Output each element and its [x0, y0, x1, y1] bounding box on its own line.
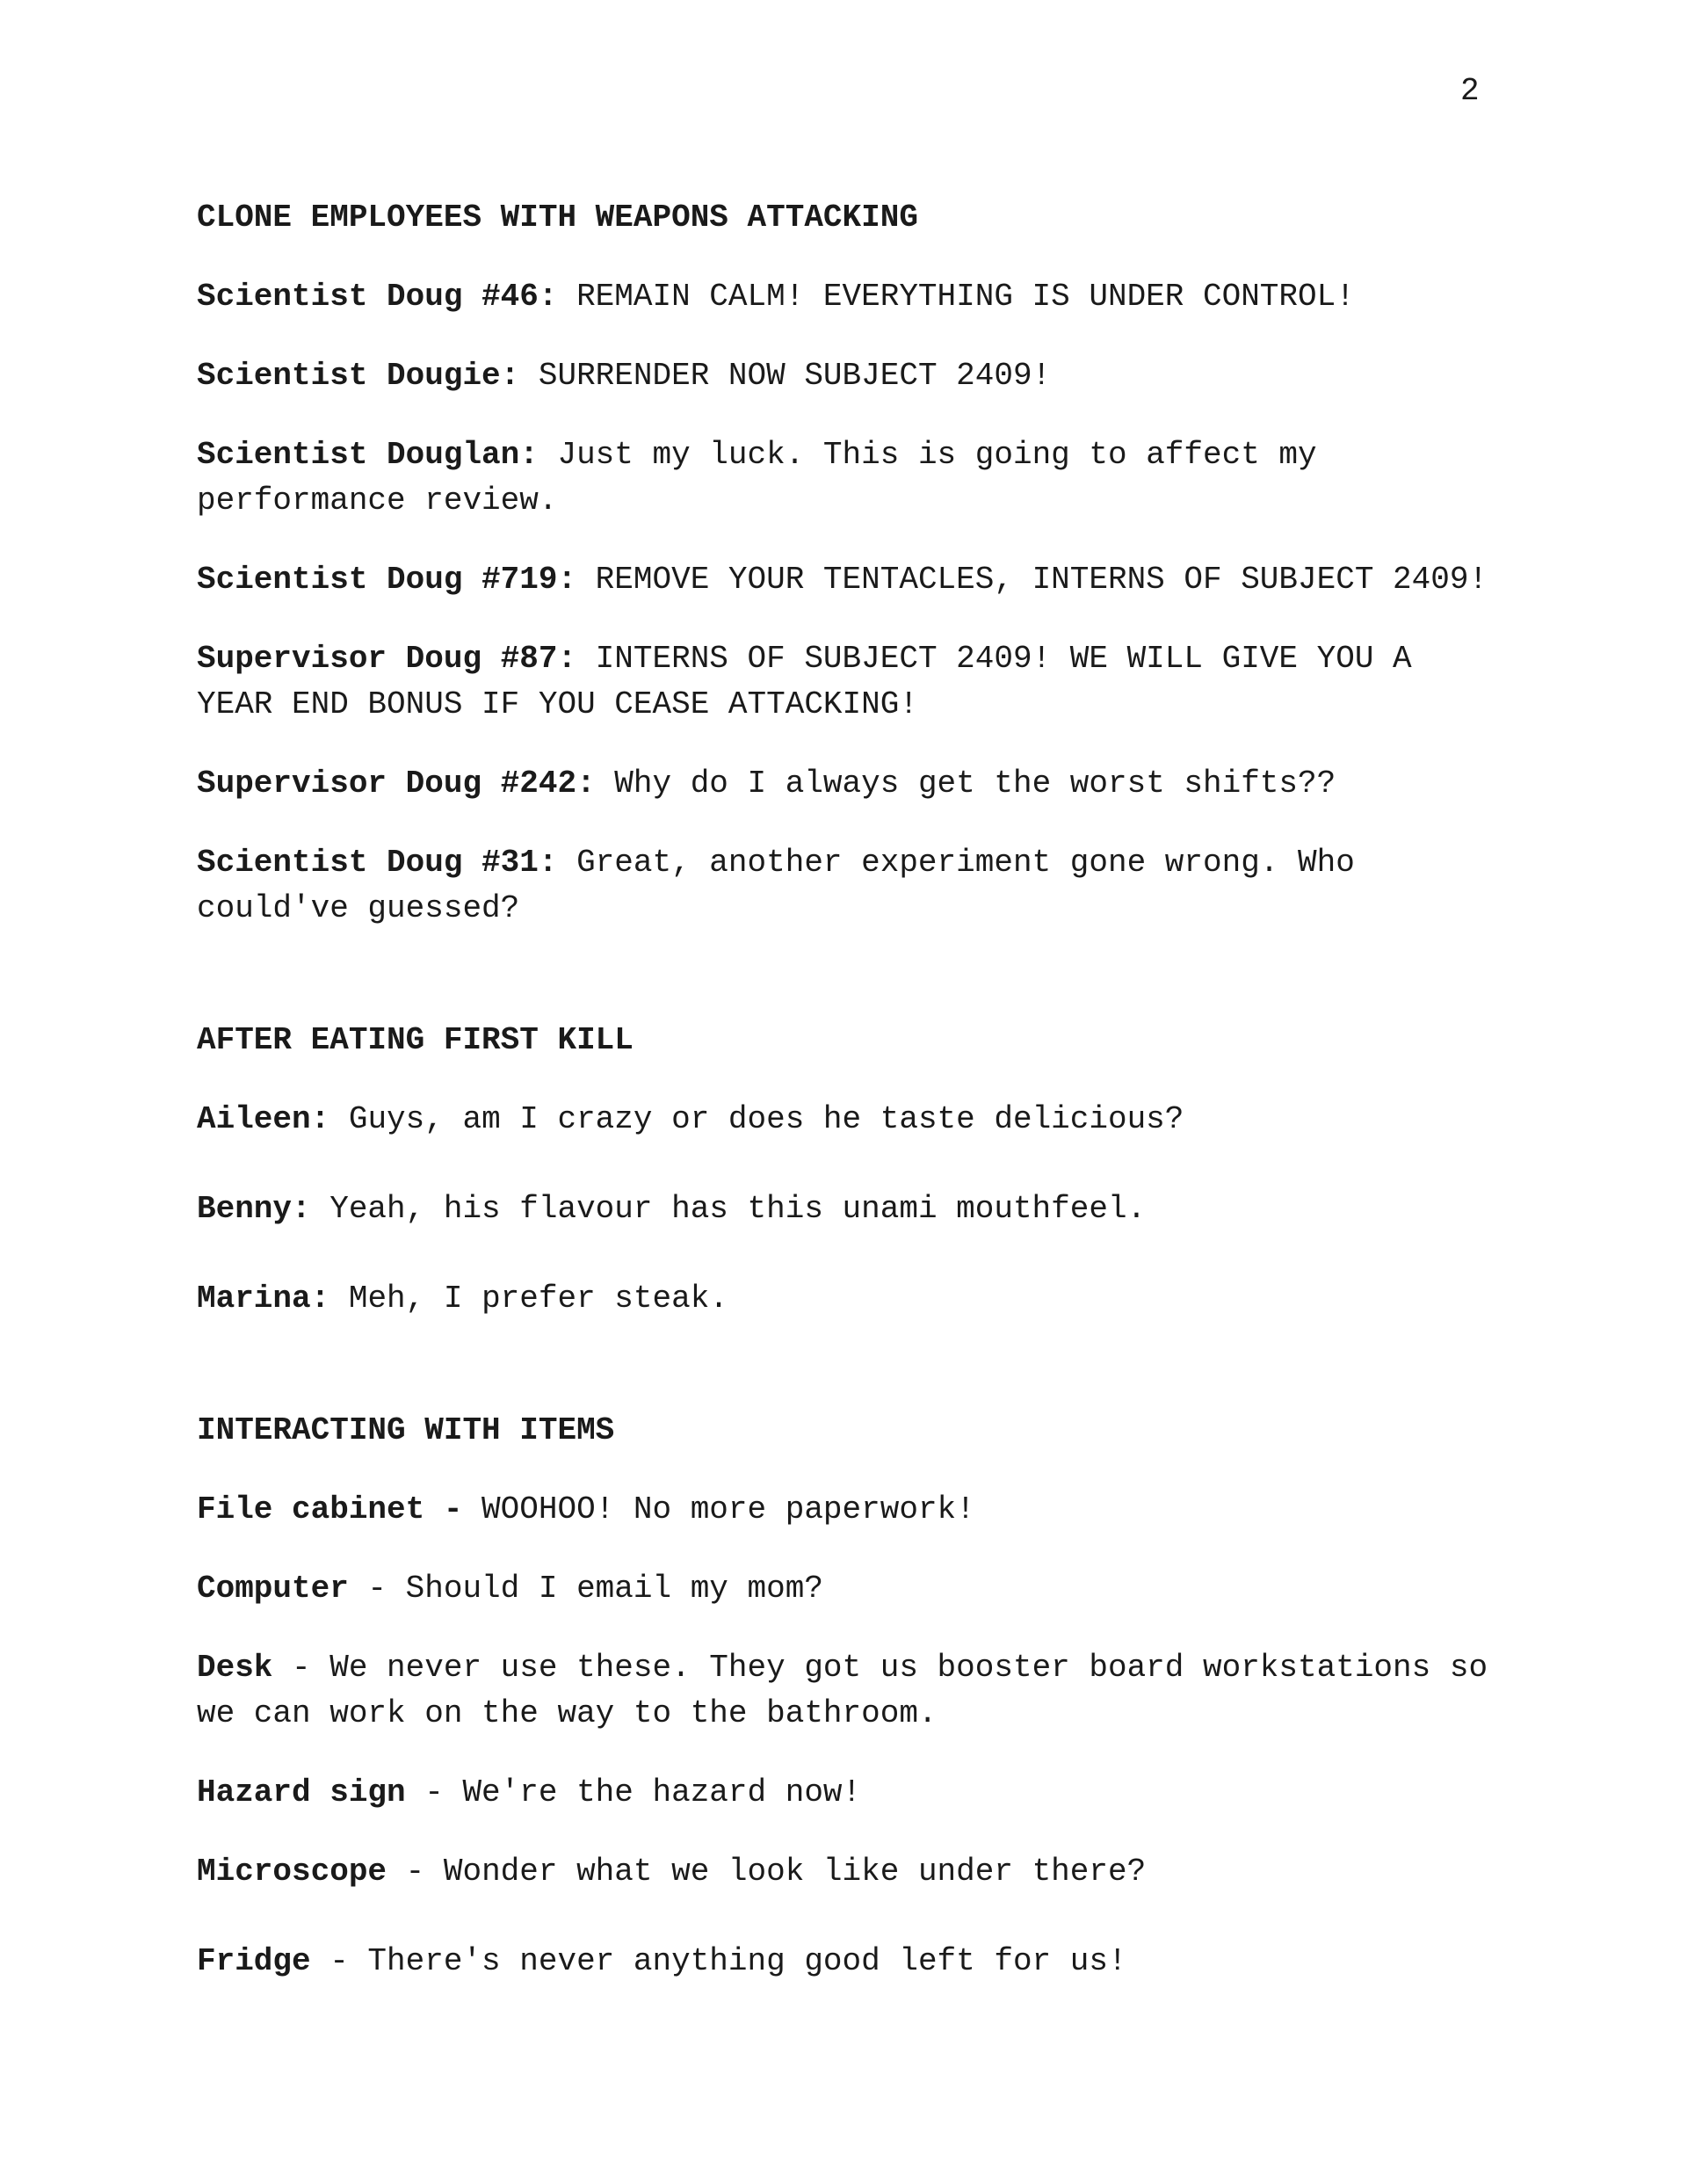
speaker-label: Scientist Doug #31: [197, 845, 558, 881]
item-label: Fridge [197, 1943, 311, 1979]
dialogue-text: REMAIN CALM! EVERYTHING IS UNDER CONTROL! [557, 279, 1355, 315]
item-line [197, 1770, 1506, 1816]
script-body [197, 195, 1506, 1984]
dialogue-text: Yeah, his flavour has this unami mouthfeel. [310, 1191, 1147, 1227]
item-label: Hazard sign [197, 1774, 406, 1810]
speaker-label: Scientist Doug #719: [197, 562, 577, 598]
item-text: - We never use these. They got us booster board workstations so we can work on the way to the bathroom. [197, 1650, 1488, 1731]
speaker-label: Supervisor Doug #242: [197, 765, 596, 802]
item-line [197, 1645, 1506, 1737]
item-line [197, 1487, 1506, 1533]
dialogue-line [197, 557, 1506, 603]
speaker-label: Benny: [197, 1191, 311, 1227]
speaker-label: Scientist Dougie: [197, 358, 520, 394]
speaker-label: Aileen: [197, 1101, 330, 1137]
item-label: Desk [197, 1650, 273, 1686]
section-heading-interacting-items: INTERACTING WITH ITEMS [197, 1412, 615, 1448]
item-text: - We're the hazard now! [405, 1774, 862, 1810]
dialogue-text: Why do I always get the worst shifts?? [595, 765, 1336, 802]
item-label: File cabinet - [197, 1491, 463, 1527]
dialogue-text: Meh, I prefer steak. [329, 1281, 728, 1317]
dialogue-text: Guys, am I crazy or does he taste delicious? [329, 1101, 1184, 1137]
dialogue-text: Great, another experiment gone wrong. Who could've guessed? [197, 845, 1355, 926]
speaker-label: Scientist Doug #46: [197, 279, 558, 315]
dialogue-text: Just my luck. This is going to affect my performance review. [197, 437, 1317, 519]
speaker-label: Scientist Douglan: [197, 437, 539, 473]
item-text: WOOHOO! No more paperwork! [462, 1491, 975, 1527]
dialogue-line [197, 840, 1506, 932]
dialogue-text: REMOVE YOUR TENTACLES, INTERNS OF SUBJECT 2409! [576, 562, 1488, 598]
speaker-label: Marina: [197, 1281, 330, 1317]
item-line [197, 1849, 1506, 1895]
item-line [197, 1566, 1506, 1612]
item-text: - There's never anything good left for us! [310, 1943, 1127, 1979]
dialogue-line [197, 761, 1506, 807]
item-label: Computer [197, 1571, 349, 1607]
item-text: - Should I email my mom? [348, 1571, 823, 1607]
dialogue-text: INTERNS OF SUBJECT 2409! WE WILL GIVE YOU A YEAR END BONUS IF YOU CEASE ATTACKING! [197, 641, 1412, 722]
dialogue-line [197, 636, 1506, 728]
dialogue-line [197, 1276, 1506, 1322]
dialogue-line [197, 432, 1506, 524]
dialogue-text: SURRENDER NOW SUBJECT 2409! [519, 358, 1052, 394]
dialogue-line [197, 1186, 1506, 1232]
speaker-label: Supervisor Doug #87: [197, 641, 577, 677]
dialogue-line [197, 274, 1506, 320]
item-text: - Wonder what we look like under there? [387, 1854, 1147, 1890]
section-heading-after-eating: AFTER EATING FIRST KILL [197, 1022, 634, 1058]
dialogue-line [197, 1097, 1506, 1143]
item-label: Microscope [197, 1854, 387, 1890]
item-line [197, 1939, 1506, 1984]
dialogue-line [197, 353, 1506, 399]
page-number: 2 [1460, 73, 1480, 109]
section-heading-clone-employees: CLONE EMPLOYEES WITH WEAPONS ATTACKING [197, 200, 918, 236]
